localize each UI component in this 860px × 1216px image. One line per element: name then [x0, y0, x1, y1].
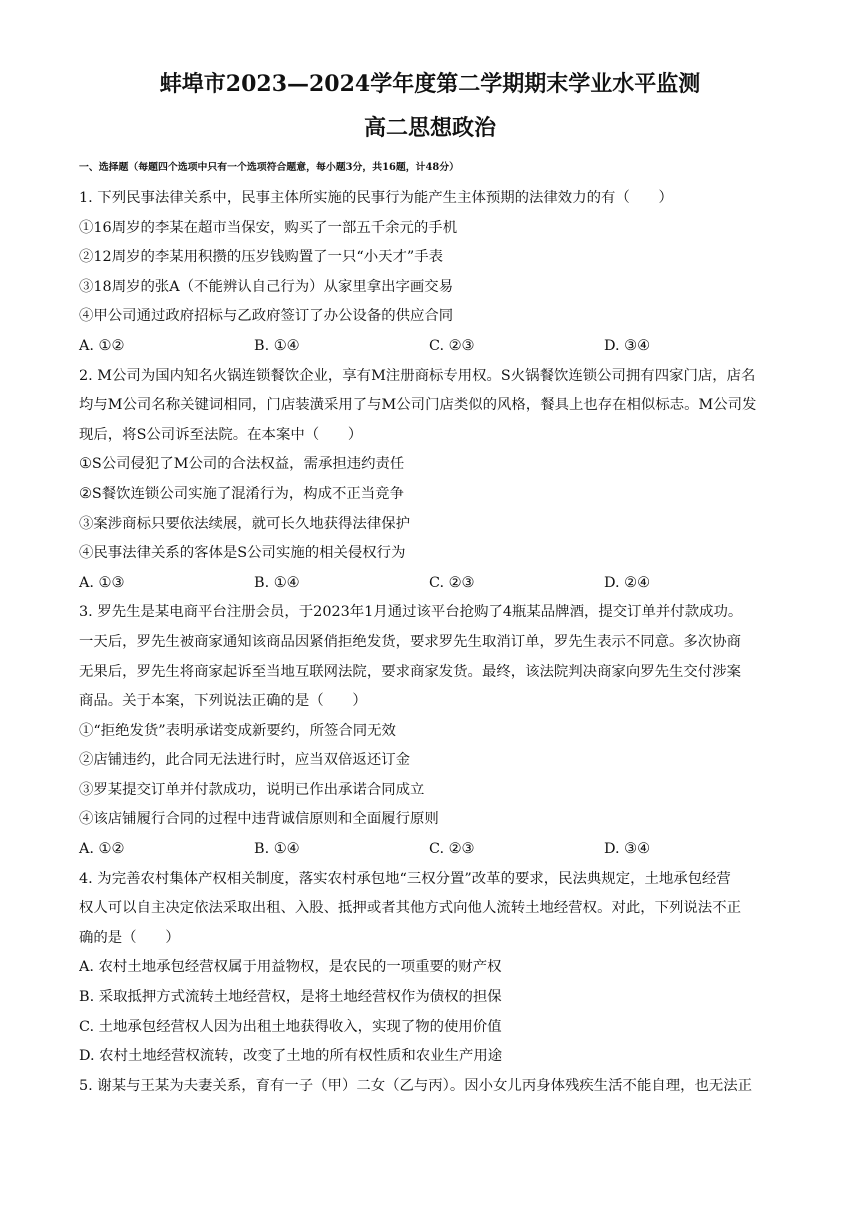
- exam-title: 蚌埠市2023—2024学年度第二学期期末学业水平监测: [159, 71, 701, 97]
- option-c: C. ②③: [429, 574, 475, 591]
- exam-subtitle: 高二思想政治: [363, 115, 496, 141]
- option-d: D. ③④: [604, 841, 650, 858]
- section-heading: 一、选择题（每题四个选项中只有一个选项符合题意，每小题3分，共16题，计48分）: [79, 162, 459, 173]
- option-c: C. ②③: [429, 337, 475, 354]
- question-4: [79, 865, 782, 1072]
- question-1: [79, 184, 782, 362]
- statement: ④该店铺履行合同的过程中违背诚信原则和全面履行原则: [79, 811, 439, 828]
- option-a: A. 农村土地承包经营权属于用益物权，是农民的一项重要的财产权: [79, 959, 502, 976]
- option-d: D. ②④: [604, 574, 650, 591]
- statement: ①S公司侵犯了M公司的合法权益，需承担违约责任: [79, 456, 405, 473]
- statement: ④民事法律关系的客体是S公司实施的相关侵权行为: [79, 545, 406, 562]
- question-2: [79, 362, 782, 599]
- option-a: A. ①②: [79, 337, 125, 354]
- option-b: B. ①④: [254, 574, 300, 591]
- question-stem-line: 2. M公司为国内知名火锅连锁餐饮企业，享有M注册商标专用权。S火锅餐饮连锁公司拥有四家门店，店名: [79, 367, 756, 384]
- question-stem-line: 现后，将S公司诉至法院。在本案中（ ）: [79, 426, 363, 443]
- option-c: C. ②③: [429, 841, 475, 858]
- answer-options: [79, 569, 782, 599]
- statement: ③罗某提交订单并付款成功，说明已作出承诺合同成立: [79, 781, 425, 798]
- statement: ②12周岁的李某用积攒的压岁钱购置了一只“小天才”手表: [79, 249, 444, 266]
- option-a: A. ①③: [79, 574, 125, 591]
- option-c: C. 土地承包经营权人因为出租土地获得收入，实现了物的使用价值: [79, 1018, 502, 1035]
- option-d: D. 农村土地经营权流转，改变了土地的所有权性质和农业生产用途: [79, 1048, 503, 1065]
- answer-options: [79, 332, 782, 362]
- statement: ③18周岁的张A（不能辨认自己行为）从家里拿出字画交易: [79, 278, 454, 295]
- option-b: B. 采取抵押方式流转土地经营权，是将土地经营权作为债权的担保: [79, 989, 502, 1006]
- statement: ①“拒绝发货”表明承诺变成新要约，所签合同无效: [79, 722, 396, 739]
- option-b: B. ①④: [254, 337, 300, 354]
- statement: ②店铺违约，此合同无法进行时，应当双倍返还订金: [79, 752, 410, 769]
- question-stem-line: 一天后，罗先生被商家通知该商品因紧俏拒绝发货，要求罗先生取消订单，罗先生表示不同意。多次协商: [79, 633, 741, 650]
- question-3: [79, 598, 782, 864]
- question-stem-line: 3. 罗先生是某电商平台注册会员，于2023年1月通过该平台抢购了4瓶某品牌酒，提交订单并付款成功。: [79, 604, 743, 621]
- question-stem-line: 确的是（ ）: [79, 929, 180, 946]
- question-stem-line: 权人可以自主决定依法采取出租、入股、抵押或者其他方式向他人流转土地经营权。对此，下列说法不正: [79, 900, 741, 917]
- question-stem: 1. 下列民事法律关系中，民事主体所实施的民事行为能产生主体预期的法律效力的有（ ）: [79, 190, 673, 206]
- statement: ④甲公司通过政府招标与乙政府签订了办公设备的供应合同: [79, 308, 454, 325]
- question-stem-line: 4. 为完善农村集体产权相关制度，落实农村承包地“三权分置”改革的要求，民法典规定，土地承包经营: [79, 870, 731, 887]
- statement: ②S餐饮连锁公司实施了混淆行为，构成不正当竞争: [79, 485, 404, 502]
- question-stem-line: 5. 谢某与王某为夫妻关系，育有一子（甲）二女（乙与丙）。因小女儿丙身体残疾生活不能自理，也无法正: [79, 1077, 753, 1094]
- question-stem-line: 无果后，罗先生将商家起诉至当地互联网法院，要求商家发货。最终，该法院判决商家向罗先生交付涉案: [79, 663, 741, 680]
- question-stem-line: 商品。关于本案，下列说法正确的是（ ）: [79, 693, 367, 710]
- question-stem-line: 均与M公司名称关键词相同，门店装潢采用了与M公司门店类似的风格，餐具上也存在相似标志。M公司发: [79, 397, 757, 414]
- question-list: [79, 184, 782, 1101]
- question-5: [79, 1072, 782, 1102]
- answer-options: [79, 835, 782, 865]
- statement: ①16周岁的李某在超市当保安，购买了一部五千余元的手机: [79, 219, 458, 236]
- option-d: D. ③④: [604, 337, 650, 354]
- option-a: A. ①②: [79, 841, 125, 858]
- statement: ③案涉商标只要依法续展，就可长久地获得法律保护: [79, 515, 410, 532]
- option-b: B. ①④: [254, 841, 300, 858]
